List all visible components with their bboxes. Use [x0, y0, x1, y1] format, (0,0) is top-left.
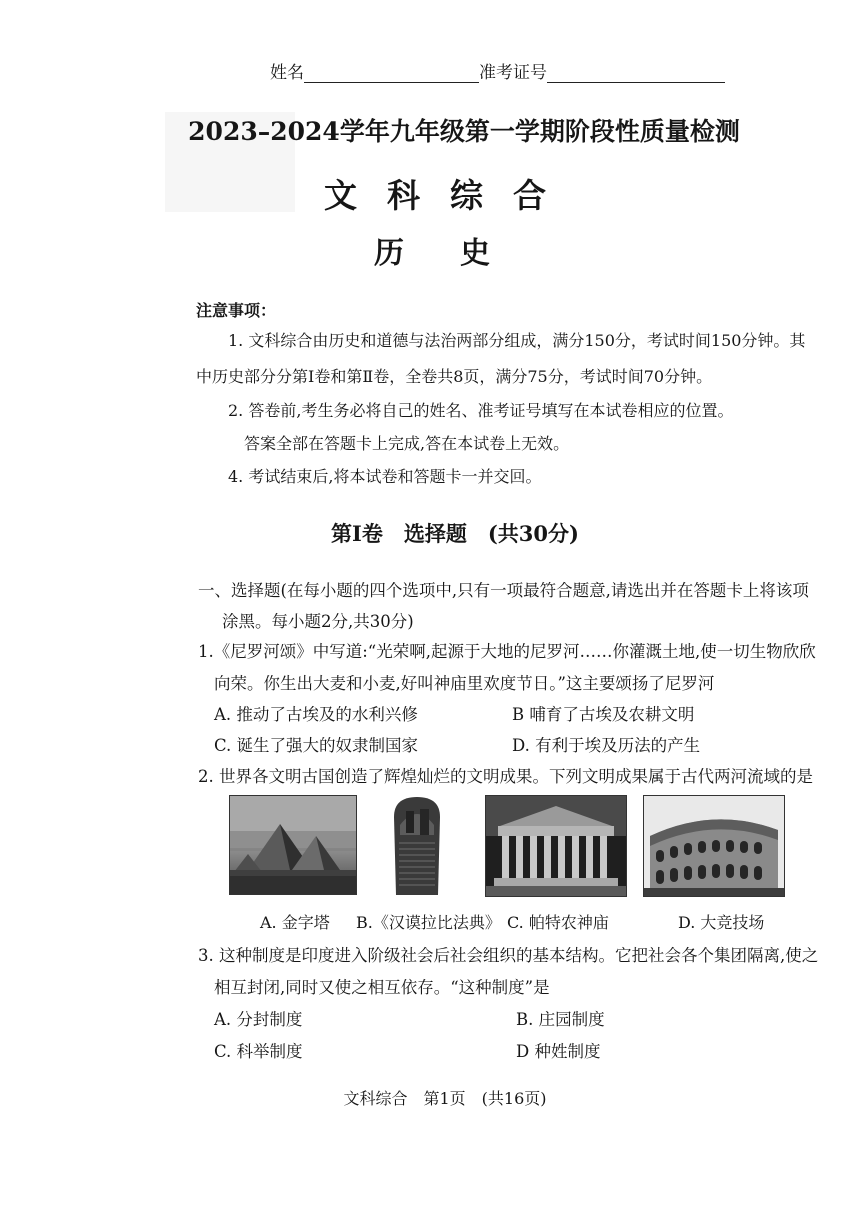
q3-option-d: D 种姓制度	[516, 1042, 601, 1061]
hammurabi-stele-image	[388, 795, 446, 895]
question-3-stem-cont: 相互封闭,同时又使之相互依存。“这种制度”是	[214, 978, 550, 997]
q2-caption-a: A. 金字塔	[260, 913, 330, 932]
question-1-stem-cont: 向荣。你生出大麦和小麦,好叫神庙里欢度节日。”这主要颂扬了尼罗河	[214, 674, 715, 693]
exam-id-label: 准考证号	[479, 63, 547, 83]
q3-option-a: A. 分封制度	[214, 1010, 303, 1029]
note-item-2: 2. 答卷前,考生务必将自己的姓名、准考证号填写在本试卷相应的位置。	[228, 401, 734, 420]
parthenon-image	[485, 795, 627, 897]
question-3-stem: 3. 这种制度是印度进入阶级社会后社会组织的基本结构。它把社会各个集团隔离,使之	[198, 946, 819, 965]
pyramids-image	[229, 795, 357, 895]
note-item-1-cont: 中历史部分分第Ⅰ卷和第Ⅱ卷，全卷共8页，满分75分，考试时间70分钟。	[196, 367, 713, 386]
note-item-3: 答案全部在答题卡上完成,答在本试卷上无效。	[244, 434, 570, 453]
exam-title: 2023–2024学年九年级第一学期阶段性质量检测	[188, 117, 740, 146]
question-2-stem: 2. 世界各文明古国创造了辉煌灿烂的文明成果。下列文明成果属于古代两河流域的是	[198, 767, 813, 786]
question-1-stem: 1.《尼罗河颂》中写道:“光荣啊,起源于大地的尼罗河……你灌溉土地,使一切生物欣欣	[198, 642, 816, 661]
name-label: 姓名	[270, 63, 304, 83]
history-title: 历史	[374, 236, 546, 271]
q3-option-b: B. 庄园制度	[516, 1010, 605, 1029]
notes-heading: 注意事项：	[196, 301, 277, 320]
q2-caption-b: B.《汉谟拉比法典》	[356, 913, 501, 932]
section-title: 第Ⅰ卷 选择题 (共30分)	[331, 521, 579, 546]
q3-option-c: C. 科举制度	[214, 1042, 303, 1061]
name-blank	[304, 66, 479, 83]
page-footer: 文科综合 第1页 (共16页)	[343, 1089, 547, 1108]
q2-caption-c: C. 帕特农神庙	[507, 913, 609, 932]
note-item-4: 4. 考试结束后,将本试卷和答题卡一并交回。	[228, 467, 542, 486]
note-item-1: 1. 文科综合由历史和道德与法治两部分组成，满分150分，考试时间150分钟。其	[228, 331, 806, 350]
q1-option-b: B 哺育了古埃及农耕文明	[512, 705, 695, 724]
exam-id-blank	[547, 66, 725, 83]
q1-option-d: D. 有利于埃及历法的产生	[512, 736, 701, 755]
subject-title: 文科综合	[324, 176, 576, 215]
q2-caption-d: D. 大竞技场	[678, 913, 765, 932]
part-one-instructions-cont: 涂黑。每小题2分,共30分)	[222, 612, 414, 631]
q1-option-c: C. 诞生了强大的奴隶制国家	[214, 736, 419, 755]
q1-option-a: A. 推动了古埃及的水利兴修	[214, 705, 418, 724]
part-one-instructions: 一、选择题(在每小题的四个选项中,只有一项最符合题意,请选出并在答题卡上将该项	[198, 581, 809, 600]
colosseum-image	[643, 795, 785, 897]
candidate-info-line	[270, 58, 725, 83]
